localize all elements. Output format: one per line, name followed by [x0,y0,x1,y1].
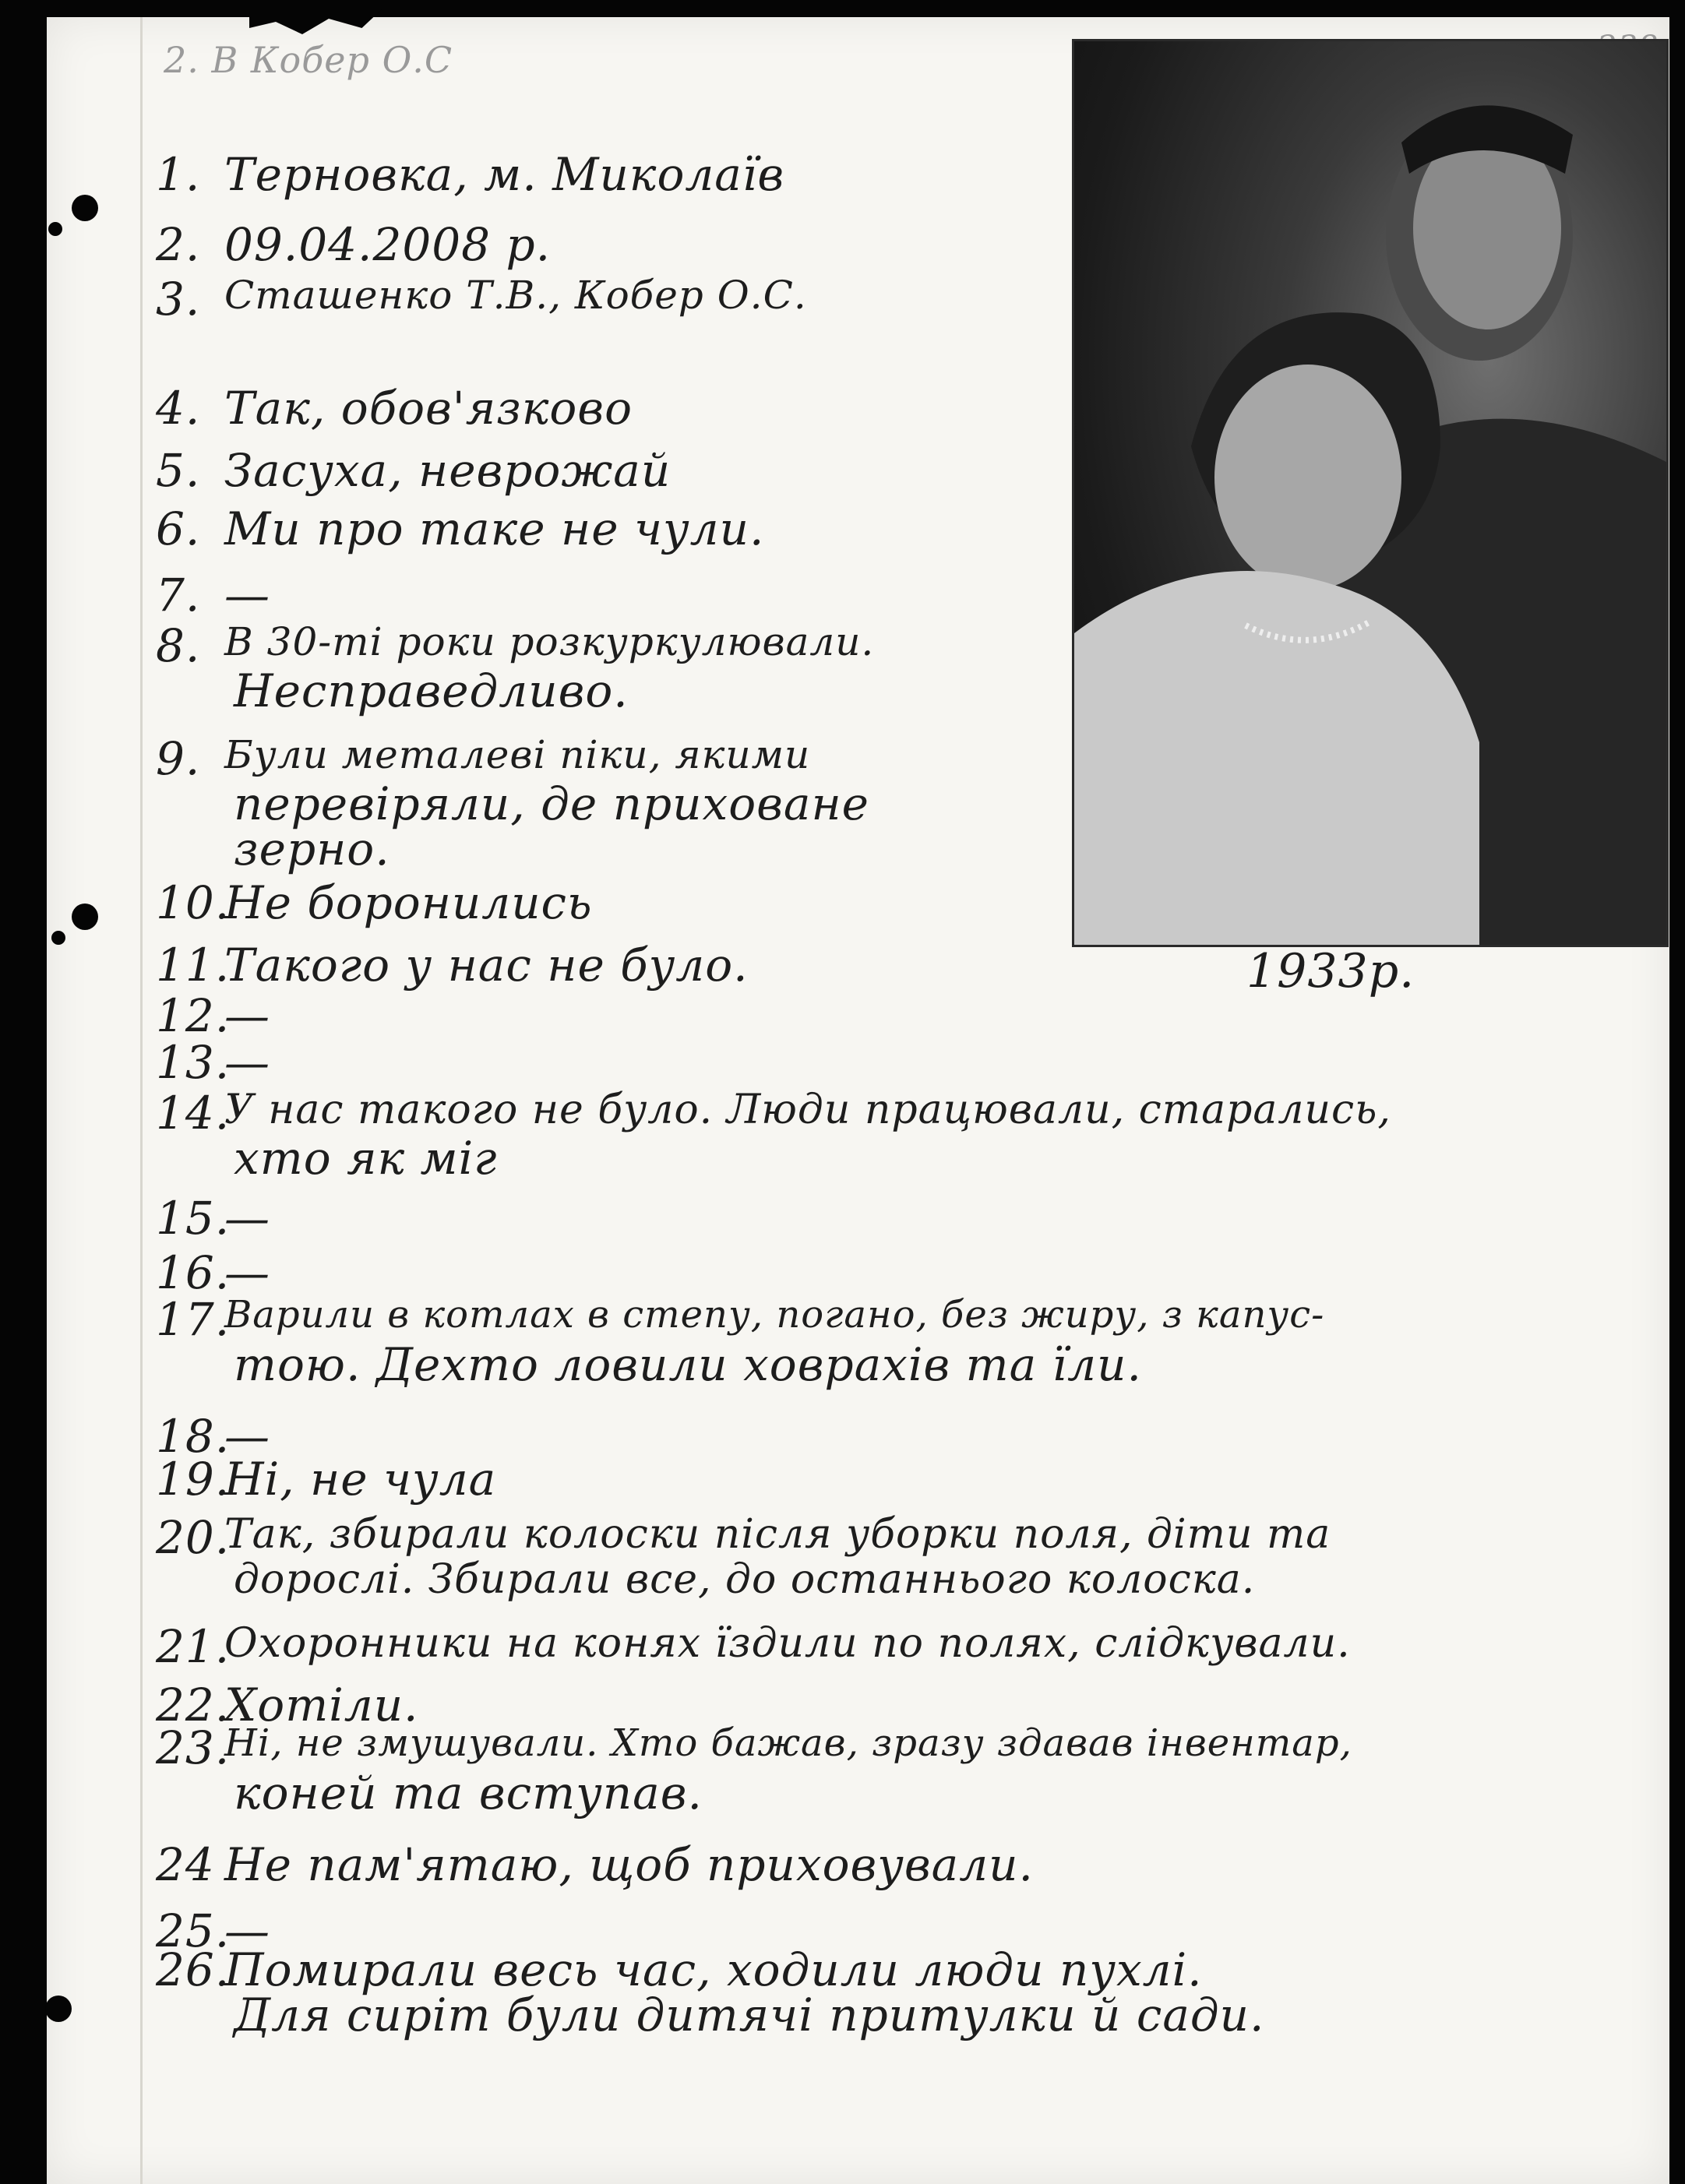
answer-number: 12. [156,989,231,1042]
answer-text: перевіряли, де приховане [234,777,869,830]
punch-hole-mark [48,222,62,236]
answer-text: Так, обов'язково [224,382,633,435]
pencil-note: 2. В Кобер О.С [164,39,453,81]
answer-text: — [224,989,270,1042]
answer-text: Такого у нас не було. [224,939,749,992]
portrait-photo-image [1074,41,1666,945]
answer-text: Варили в котлах в степу, погано, без жиру, з капус- [224,1293,1325,1337]
answer-number: 2. [156,218,201,271]
answer-number: 22. [156,1679,231,1731]
answer-text: — [224,569,270,622]
answer-text: Не пам'ятаю, щоб приховували. [224,1838,1034,1891]
answer-number: 3. [156,273,201,326]
answer-text: хто як міг [234,1132,498,1185]
answer-number: 18. [156,1410,231,1463]
answer-number: 17. [156,1293,231,1346]
answer-text: дорослі. Збирали все, до останнього колоска. [234,1556,1256,1603]
answer-text: — [224,1904,270,1957]
answer-text: зерно. [234,823,390,875]
answer-text: В 30-ті роки розкуркулювали. [224,619,875,664]
answer-number: 15. [156,1192,231,1245]
answer-text: Засуха, неврожай [224,444,672,497]
answer-text: коней та вступав. [234,1767,703,1819]
answer-text: Для сиріт були дитячі притулки й сади. [234,1988,1265,2041]
answer-number: 11. [156,939,231,992]
answer-text: Сташенко Т.В., Кобер О.С. [224,273,807,318]
answer-number: 10. [156,876,231,929]
answer-number: 8. [156,619,201,672]
punch-hole [45,1996,72,2022]
answer-text: Були металеві піки, якими [224,732,811,777]
answer-number: 20. [156,1511,231,1564]
answer-text: — [224,1246,270,1299]
answer-number: 24 [156,1838,215,1891]
punch-hole [72,904,98,930]
answer-number: 19. [156,1453,231,1506]
answer-text: У нас такого не було. Люди працювали, старались, [224,1087,1391,1133]
answer-number: 14. [156,1087,231,1140]
answer-text: Несправедливо. [234,664,629,717]
photo-caption: 1933р. [1246,944,1415,999]
answer-number: 25. [156,1904,231,1957]
answer-text: тою. Дехто ловили ховрахів та їли. [234,1338,1142,1391]
answer-number: 23. [156,1721,231,1774]
portrait-photo [1072,39,1669,947]
answer-number: 16. [156,1246,231,1299]
answer-text: — [224,1192,270,1245]
document-page [47,16,1669,2184]
answer-text: Ні, не чула [224,1453,497,1506]
margin-line [140,16,143,2184]
answer-text: 09.04.2008 р. [224,218,552,271]
answer-number: 21. [156,1620,231,1673]
answer-number: 5. [156,444,201,497]
answer-text: Терновка, м. Миколаїв [224,148,785,201]
answer-text: — [224,1036,270,1089]
answer-number: 13. [156,1036,231,1089]
answer-number: 6. [156,502,201,555]
punch-hole [72,195,98,221]
answer-text: Так, збирали колоски після уборки поля, діти та [224,1511,1331,1558]
punch-hole-mark [51,931,65,945]
answer-number: 1. [156,148,201,201]
answer-text: — [224,1410,270,1463]
answer-number: 9. [156,732,201,785]
answer-text: Ми про таке не чули. [224,502,765,555]
answer-text: Хотіли. [224,1679,419,1731]
answer-number: 26. [156,1943,231,1996]
answer-text: Ні, не змушували. Хто бажав, зразу здавав інвентар, [224,1721,1352,1765]
answer-text: Не боронились [224,876,593,929]
answer-text: Охоронники на конях їздили по полях, слідкували. [224,1620,1351,1667]
answer-text: Помирали весь час, ходили люди пухлі. [224,1943,1203,1996]
answer-number: 4. [156,382,201,435]
answer-number: 7. [156,569,201,622]
